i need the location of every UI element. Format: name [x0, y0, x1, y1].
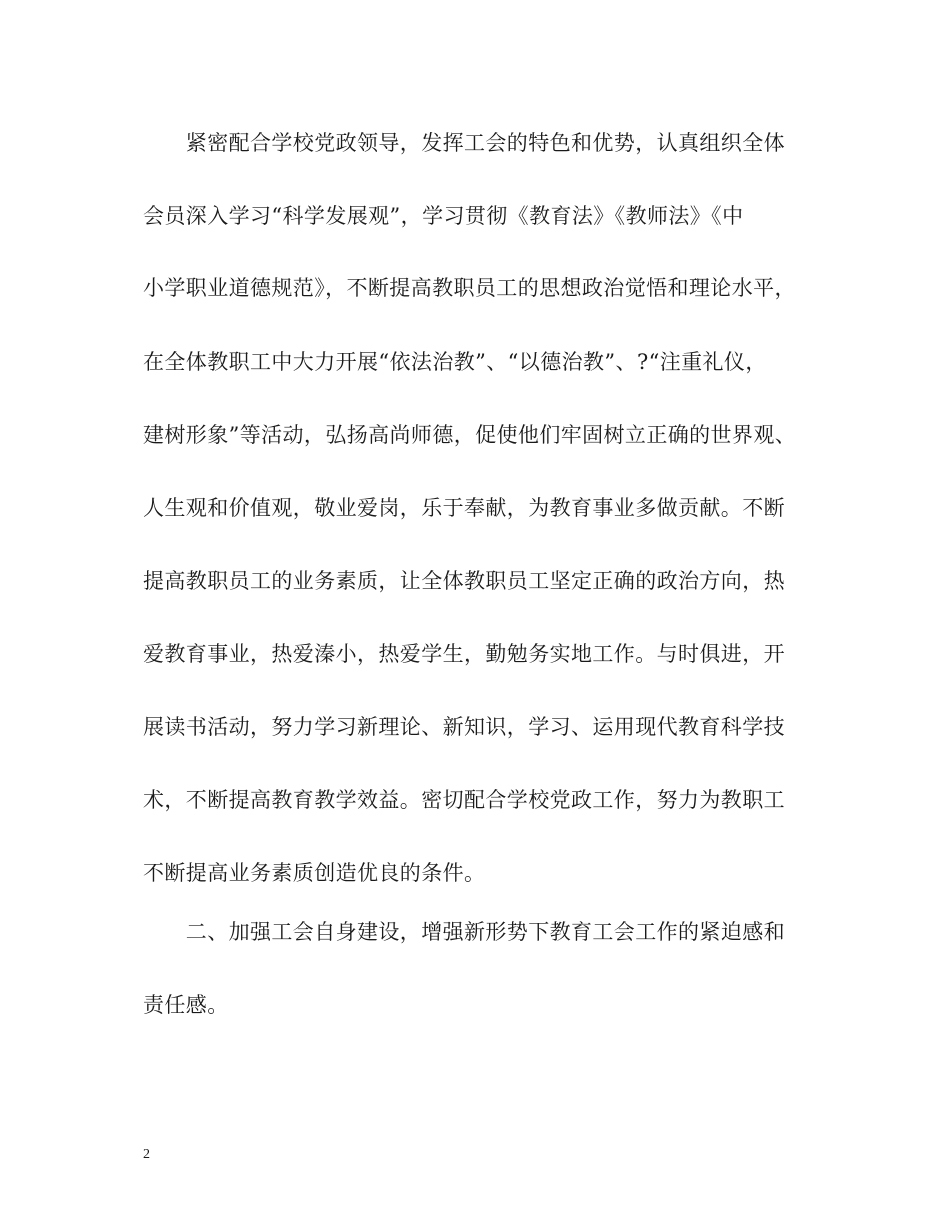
paragraph-line: 人生观和价值观，敬业爱岗，乐于奉献，为教育事业多做贡献。不断 — [143, 496, 785, 520]
paragraph-line: 术，不断提高教育教学效益。密切配合学校党政工作，努力为教职工 — [143, 788, 785, 812]
section-heading-line: 责任感。 — [143, 993, 229, 1017]
paragraph-line: 爱教育事业，热爱溱小，热爱学生，勤勉务实地工作。与时俱进，开 — [143, 642, 785, 666]
paragraph-line: 展读书活动，努力学习新理论、新知识，学习、运用现代教育科学技 — [143, 715, 785, 739]
paragraph-line: 会员深入学习“科学发展观”，学习贯彻《教育法》《教师法》《中 — [143, 204, 744, 228]
page-number: 2 — [143, 1147, 150, 1162]
paragraph-line: 建树形象”等活动，弘扬高尚师德，促使他们牢固树立正确的世界观、 — [143, 423, 797, 447]
paragraph-line: 紧密配合学校党政领导，发挥工会的特色和优势，认真组织全体 — [143, 131, 785, 155]
paragraph-line: 在全体教职工中大力开展“依法治教”、“以德治教”、?“注重礼仪， — [143, 350, 767, 374]
paragraph-line: 不断提高业务素质创造优良的条件。 — [143, 861, 486, 885]
paragraph-line: 提高教职员工的业务素质，让全体教职员工坚定正确的政治方向，热 — [143, 569, 785, 593]
section-heading-line: 二、加强工会自身建设，增强新形势下教育工会工作的紧迫感和 — [143, 920, 785, 944]
paragraph-line: 小学职业道德规范》，不断提高教职员工的思想政治觉悟和理论水平， — [143, 276, 796, 300]
